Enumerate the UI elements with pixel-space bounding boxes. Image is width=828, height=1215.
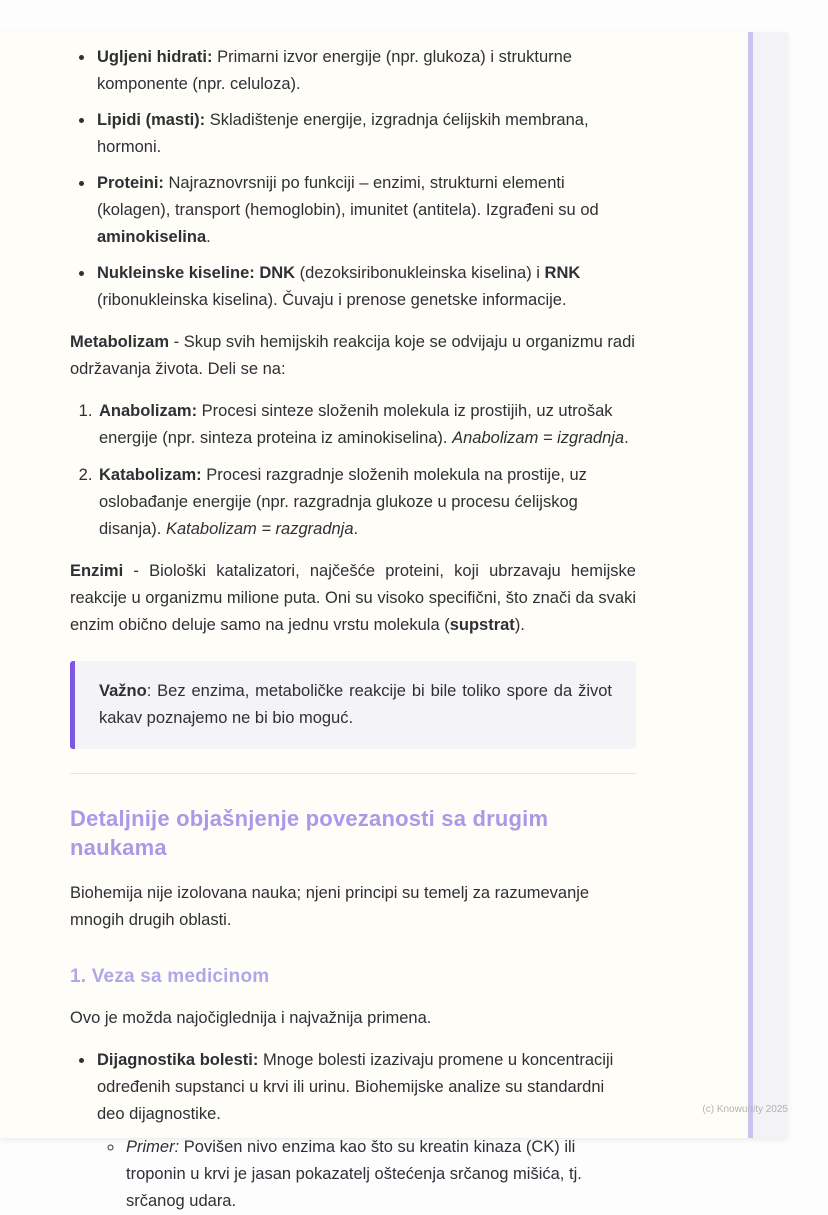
- document-page: [0, 32, 748, 1210]
- paragraph-enzimi: Enzimi - Biološki katalizatori, najčešće proteini, koji ubrzavaju hemijske reakcije u organizmu milione puta. Oni su visoko specifični, što znači da svaki enzim obično deluje samo na jednu vrstu molekula (supstrat).: [70, 562, 636, 634]
- callout-text: Važno: Bez enzima, metaboličke reakcije bi bile toliko spore da život kakav poznajemo ne bi bio moguć.: [99, 682, 612, 727]
- macromolecule-list: [70, 44, 636, 314]
- list-item-dijagnostika: [95, 1047, 636, 1215]
- list-item-lipidi: • Lipidi (masti): Skladištenje energije, izgradnja ćelijskih membrana, hormoni.: [95, 107, 636, 161]
- section-heading: Detaljnije objašnjenje povezanosti sa drugim naukama: [70, 806, 549, 860]
- metabolism-types-list: [70, 398, 636, 543]
- document-sheet: [0, 32, 788, 1210]
- watermark: (c) Knowunity 2025: [702, 1104, 788, 1115]
- diagnostics-sublist: [97, 1134, 636, 1215]
- list-item-text: • Dijagnostika bolesti: Mnoge bolesti izazivaju promene u koncentraciji određenih supstanci u krvi ili urinu. Biohemijske analize su standardni deo dijagnostike.: [97, 1051, 614, 1123]
- side-panel: [753, 32, 788, 1138]
- list-item-nukleinske-kiseline: • Nukleinske kiseline: DNK (dezoksiribonukleinska kiselina) i RNK (ribonukleinska kiselina). Čuvaju i prenose genetske informacije.: [95, 260, 636, 314]
- sub-list-item-primer: ◦ Primer: Povišen nivo enzima kao što su kreatin kinaza (CK) ili troponin u krvi je jasan pokazatelj oštećenja srčanog mišića, tj. srčanog udara.: [124, 1134, 636, 1215]
- list-item-katabolizam: 2. Katabolizam: Procesi razgradnje složenih molekula na prostije, uz oslobađanje energije (npr. razgradnja glukoze u procesu ćelijskog disanja). Katabolizam = razgradnja.: [97, 462, 636, 543]
- list-item-anabolizam: 1. Anabolizam: Procesi sinteze složenih molekula iz prostijih, uz utrošak energije (npr. sinteza proteina iz aminokiselina). Anabolizam = izgradnja.: [97, 398, 636, 452]
- subsection-heading-medicina: 1. Veza sa medicinom: [70, 966, 270, 987]
- paragraph-medicina: Ovo je možda najočiglednija i najvažnija primena.: [70, 1009, 432, 1027]
- paragraph-metabolizam: Metabolizam - Skup svih hemijskih reakcija koje se odvijaju u organizmu radi održavanja života. Deli se na:: [70, 333, 635, 378]
- callout-important: [70, 661, 636, 749]
- paragraph-intro: Biohemija nije izolovana nauka; njeni principi su temelj za razumevanje mnogih drugih oblasti.: [70, 884, 590, 929]
- list-item-proteini: • Proteini: Najraznovrsniji po funkciji – enzimi, strukturni elementi (kolagen), transport (hemoglobin), imunitet (antitela). Izgrađeni su od aminokiselina.: [95, 170, 636, 251]
- diagnostics-list: [70, 1047, 636, 1215]
- divider: [70, 773, 636, 774]
- list-item-ugljeni-hidrati: • Ugljeni hidrati: Primarni izvor energije (npr. glukoza) i strukturne komponente (npr. celuloza).: [95, 44, 636, 98]
